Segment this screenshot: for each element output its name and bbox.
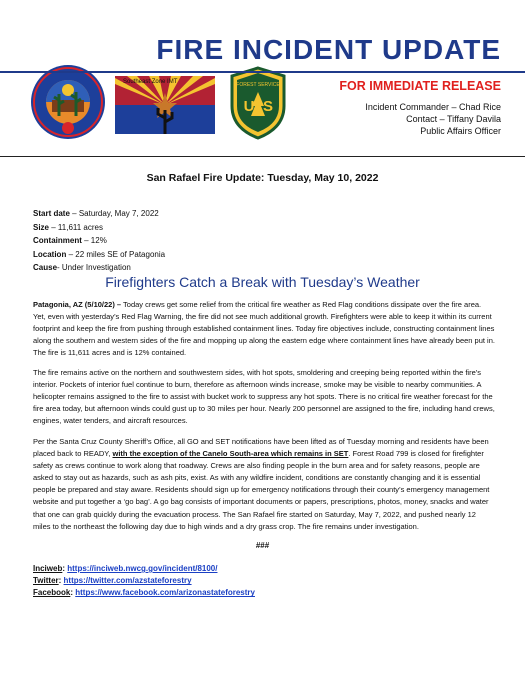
links-block — [33, 563, 255, 600]
fact-size: Size – 11,611 acres — [33, 222, 103, 232]
body-paragraph-3: Per the Santa Cruz County Sheriff’s Office, all GO and SET notifications have been lifted as of Tuesday morning and residents have been placed back to READY, with the exception of the Canelo South-area which remains in SET. Forest Road 799 is closed for firefighter safety as crews continue to work along that roadway. Crews are also finding people in the burn area and for safety reasons, people are asked to stay out as hazards, such as ash pits, exist. As with any wildfire incident, conditions are constantly changing and it is essential people be prepared and stay aware. Residents should sign up for emergency notifications through their county’s emergency management website and put together a ‘go bag’. A go bag consists of important documents or papers, prescriptions, photos, money, snacks and water that one can grab quickly during the evacuation process. The San Rafael fire started on Saturday, May 7, 2022, and pushed nearly 12 miles to the northeast the following day due to high winds and a dry grass crop. The fire remains under investigation. — [33, 437, 490, 531]
forest-service-shield-logo — [228, 66, 288, 140]
arizona-flag-logo — [115, 76, 215, 134]
link-row-facebook: Facebook: https://www.facebook.com/arizonastateforestry — [33, 588, 255, 598]
contact-line: Public Affairs Officer — [420, 126, 501, 136]
release-label: FOR IMMEDIATE RELEASE — [339, 79, 501, 93]
contact-line: Contact – Tiffany Davila — [406, 114, 501, 124]
body-paragraph-1: Patagonia, AZ (5/10/22) – Today crews get some relief from the critical fire weather as Red Flag conditions dissipate over the fire area. Yet, even with yesterday’s Red Flag Warning, the fire did not see much additional growth. Firefighters were able to keep it within its current footprint and keep the fire from pushing through established containment lines. Today fire objectives include, constructing containment lines along the southern and western sides of the fire and mopping up along the eastern edge where containment lines have already been put in. The fire is 11,611 acres and is 12% contained. — [33, 300, 495, 358]
fact-location: Location – 22 miles SE of Patagonia — [33, 249, 166, 259]
fs-letters: U — [243, 98, 255, 115]
dffm-seal-logo — [30, 64, 106, 140]
link-row-inciweb: Inciweb: https://inciweb.nwcg.gov/incident/8100/ — [33, 564, 218, 573]
section-divider — [0, 156, 525, 157]
contact-block — [365, 101, 501, 137]
document-title: FIRE INCIDENT UPDATE — [156, 34, 501, 65]
fact-start-date: Start date – Saturday, May 7, 2022 — [33, 209, 159, 218]
fs-top-text: FOREST SERVICE — [236, 82, 280, 88]
update-headline: San Rafael Fire Update: Tuesday, May 10, 2022 — [146, 172, 379, 184]
body-paragraph-2: The fire remains active on the northern and southwestern sides, with hot spots, smoldering and creeping being reported within the fire’s interior. Pockets of interior fuel continue to burn, therefore as afternoon winds increase, smoke may be visible to nearby communities. A helicopter remains assigned to the fire to assist with bucket work to suppress any hot spots. There is no critical fire weather forecast for the fire area today, but afternoon winds could gust up to 30 miles per hour. Nearly 200 personnel are assigned to the fire, including hand crews, engines, water tenders, and aircraft resources. — [33, 368, 495, 426]
end-marks: ### — [255, 541, 270, 550]
dateline: Patagonia, AZ (5/10/22) – — [33, 300, 122, 309]
fact-cause: Cause- Under Investigation — [33, 263, 131, 273]
contact-line: Incident Commander – Chad Rice — [365, 102, 501, 112]
fs-letters-s: S — [262, 98, 274, 115]
link-row-twitter: Twitter: https://twitter.com/azstateforestry — [33, 576, 192, 586]
title-divider — [0, 71, 525, 73]
fact-containment: Containment – 12% — [33, 236, 107, 246]
article-headline: Firefighters Catch a Break with Tuesday’s Weather — [105, 274, 420, 290]
flag-logo-text: Southeast Zone IMT — [123, 79, 178, 85]
facebook-link[interactable]: https://www.facebook.com/arizonastateforestry — [75, 588, 255, 598]
fire-facts — [33, 207, 165, 275]
inciweb-link[interactable]: https://inciweb.nwcg.gov/incident/8100/ — [67, 564, 218, 573]
twitter-link[interactable]: https://twitter.com/azstateforestry — [63, 576, 192, 586]
canelo-exception-text: with the exception of the Canelo South-area which remains in SET — [112, 449, 349, 459]
